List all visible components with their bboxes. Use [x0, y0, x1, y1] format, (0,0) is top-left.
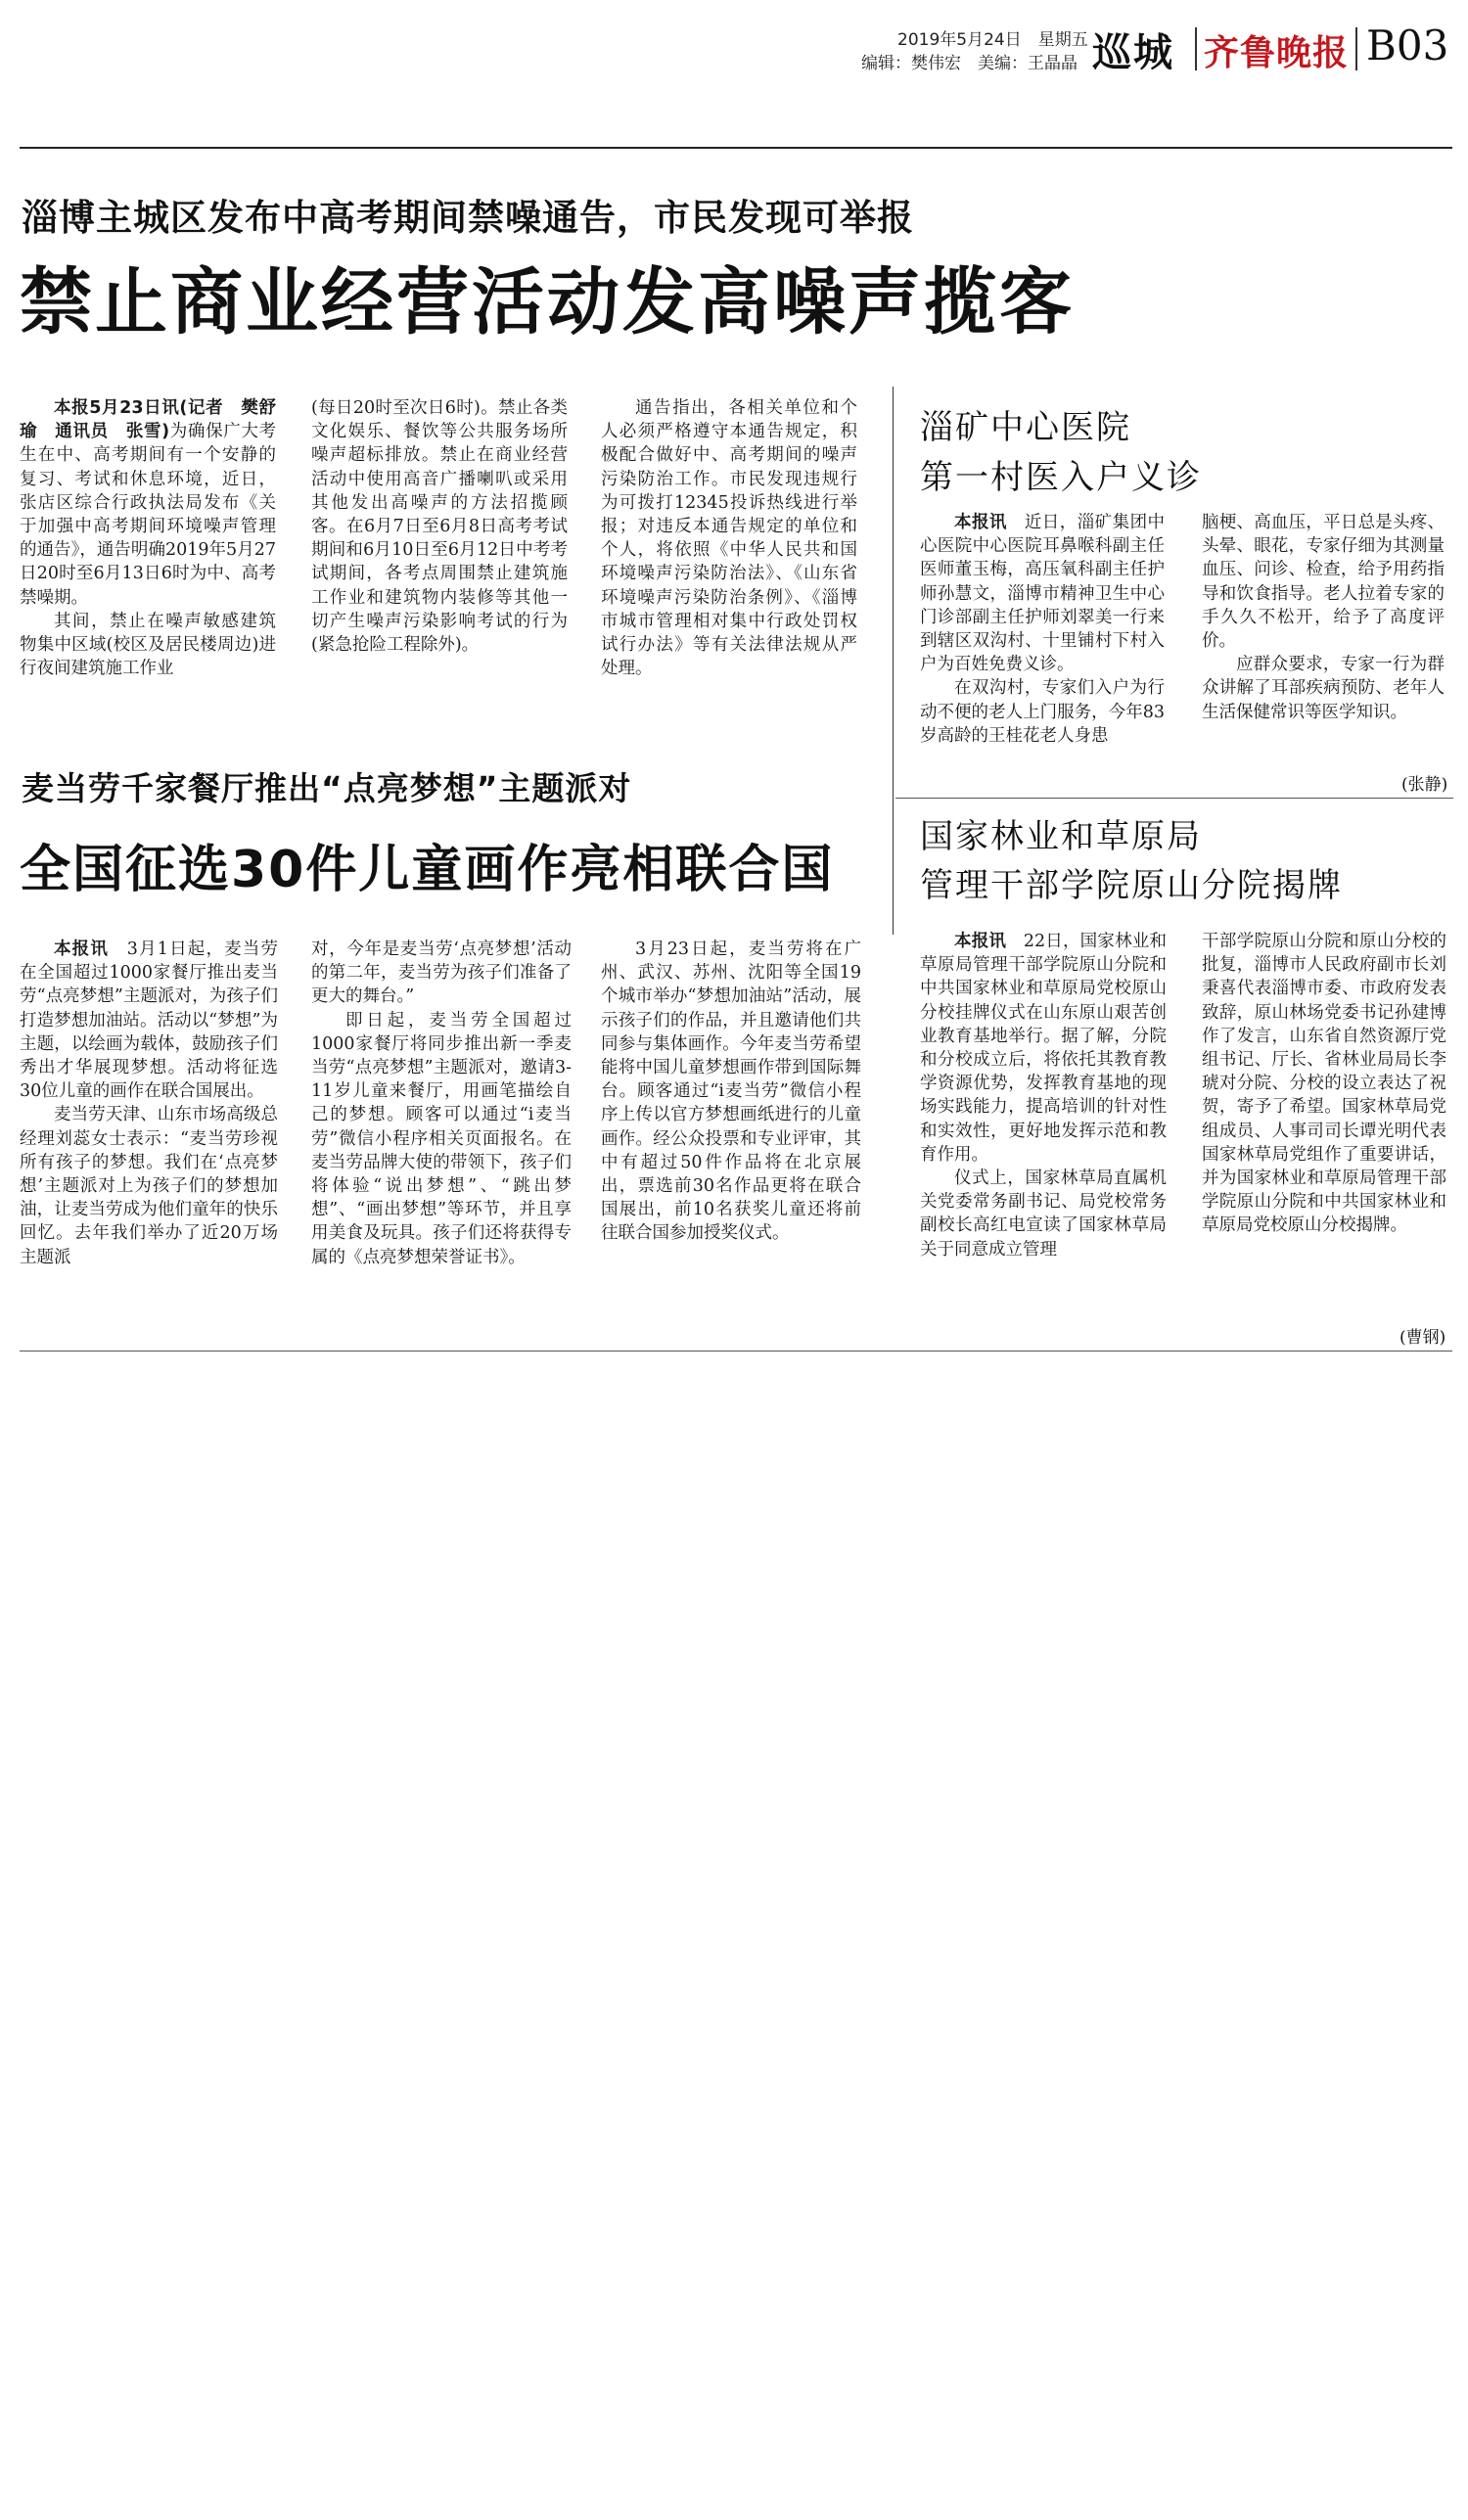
story4-headline-line2: 管理干部学院原山分院揭牌: [920, 866, 1343, 905]
story3-paragraph: 麦当劳天津、山东市场高级总经理刘蕊女士表示：“麦当劳珍视所有孩子的梦想。我们在‘点亮梦想’主题派对上为孩子们的梦想加油，让麦当劳成为他们童年的快乐回忆。去年我们举办了近20万场主题派: [20, 1105, 278, 1267]
story1-column-3: [601, 396, 857, 717]
story1-paragraph: 通告指出，各相关单位和个人必须严格遵守本通告规定，积极配合做好中、高考期间的噪声污染防治工作。市民发现违规行为可拨打12345投诉热线进行举报；对违反本通告规定的单位和个人，将依照《中华人民共和国环境噪声污染防治法》、《山东省环境噪声污染防治条例》、《淄博市城市管理相对集中行政处罚权试行办法》等有关法律法规从严处理。: [601, 398, 857, 679]
story3-headline: 全国征选30件儿童画作亮相联合国: [20, 841, 835, 899]
story3-paragraph: 3月23日起，麦当劳将在广州、武汉、苏州、沈阳等全国19个城市举办“梦想加油站”活动，展示孩子们的作品，并且邀请他们共同参与集体画作。今年麦当劳希望能将中国儿童梦想画作带到国际舞台。顾客通过“i麦当劳”微信小程序上传以官方梦想画纸进行的儿童画作。经公众投票和专业评审，其中有超过50件作品将在北京展出，票选前30名作品更将在联合国展出，前10名获奖儿童还将前往联合国参加授奖仪式。: [601, 939, 861, 1244]
story3-lead: 本报讯: [54, 939, 110, 959]
issue-date: 2019年5月24日 星期五: [897, 30, 1088, 50]
masthead-rule: [20, 147, 1452, 149]
story1-headline: 禁止商业经营活动发高噪声揽客: [20, 260, 1075, 344]
story2-headline-line1: 淄矿中心医院: [920, 408, 1131, 447]
masthead-divider: [1355, 27, 1357, 70]
story1-lead: 本报5月23日讯(记者 樊舒瑜 通讯员 张雪): [20, 398, 276, 442]
column-divider: [893, 387, 894, 935]
story4-signature: (曹钢): [1399, 1328, 1446, 1348]
story1-kicker: 淄博主城区发布中高考期间禁噪通告，市民发现可举报: [22, 197, 914, 239]
story1-paragraph: 其间，禁止在噪声敏感建筑物集中区域(校区及居民楼周边)进行夜间建筑施工作业: [20, 611, 276, 679]
page-number: B03: [1366, 22, 1449, 69]
editor-credits: 编辑：樊伟宏 美编：王晶晶: [861, 54, 1078, 73]
story2-column-1: [920, 511, 1165, 795]
story3-paragraph: 即日起，麦当劳全国超过1000家餐厅将同步推出新一季麦当劳“点亮梦想”主题派对，邀请3-11岁儿童来餐厅，用画笔描绘自己的梦想。顾客可以通过“i麦当劳”微信小程序相关页面报名。在麦当劳品牌大使的带领下，孩子们将体验“说出梦想”、“跳出梦想”、“画出梦想”等环节，并且享用美食及玩具。孩子们还将获得专属的《点亮梦想荣誉证书》。: [311, 1010, 572, 1267]
story4-text: 22日，国家林业和草原局管理干部学院原山分院和中共国家林业和草原局党校原山分校挂牌仪式在山东原山艰苦创业教育基地举行。据了解，分院和分校成立后，将依托其教育教学资源优势，发挥教育基地的现场实践能力，提高培训的针对性和实效性，更好地发挥示范和教育作用。: [920, 932, 1167, 1165]
story3-text: 3月1日起，麦当劳在全国超过1000家餐厅推出麦当劳“点亮梦想”主题派对，为孩子们打造梦想加油站。活动以“梦想”为主题，以绘画为载体，鼓励孩子们秀出才华展现梦想。活动将征选30位儿童的画作在联合国展出。: [20, 939, 278, 1102]
section-name: 巡城: [1092, 30, 1174, 75]
story4-column-2: [1202, 930, 1446, 1321]
story1-column-2: [311, 396, 568, 717]
section-rule: [895, 798, 1453, 799]
newspaper-logo: 齐鲁晚报: [1204, 32, 1350, 73]
story3-paragraph: 对，今年是麦当劳‘点亮梦想’活动的第二年，麦当劳为孩子们准备了更大的舞台。”: [311, 939, 572, 1007]
masthead-divider: [1195, 27, 1197, 70]
story3-column-3: [601, 938, 861, 1329]
story1-paragraph: (每日20时至次日6时)。禁止各类文化娱乐、餐饮等公共服务场所噪声超标排放。禁止在商业经营活动中使用高音广播喇叭或采用其他发出高噪声的方法招揽顾客。在6月7日至6月8日高考考试期间和6月10日至6月12日中考考试期间，各考点周围禁止建筑施工作业和建筑物内装修等其他一切产生噪声污染影响考试的行为(紧急抢险工程除外)。: [311, 398, 568, 656]
story2-signature: (张静): [1401, 775, 1448, 795]
story2-text: 近日，淄矿集团中心医院中心医院耳鼻喉科副主任医师董玉梅，高压氧科副主任护师孙慧文，淄博市精神卫生中心门诊部副主任护师刘翠美一行来到辖区双沟村、十里铺村下村入户为百姓免费义诊。: [920, 513, 1165, 675]
story3-kicker: 麦当劳千家餐厅推出“点亮梦想”主题派对: [22, 769, 632, 807]
story4-lead: 本报讯: [954, 932, 1007, 951]
story4-paragraph: 仪式上，国家林草局直属机关党委常务副书记、局党校常务副校长高红电宣读了国家林草局关于同意成立管理: [920, 1168, 1167, 1260]
story2-paragraph: 应群众要求，专家一行为群众讲解了耳部疾病预防、老年人生活保健常识等医学知识。: [1202, 655, 1445, 722]
story2-paragraph: 在双沟村，专家们入户为行动不便的老人上门服务，今年83岁高龄的王桂花老人身患: [920, 678, 1165, 746]
story3-column-2: [311, 938, 572, 1329]
story1-column-1: [20, 396, 276, 717]
story2-column-2: [1202, 511, 1445, 767]
story1-text: 为确保广大考生在中、高考期间有一个安静的复习、考试和休息环境，近日，张店区综合行政执法局发布《关于加强中高考期间环境噪声管理的通告》，通告明确2019年5月27日20时至6月13日6时为中、高考禁噪期。: [20, 422, 276, 608]
story3-column-1: [20, 938, 278, 1329]
story2-paragraph: 脑梗、高血压，平日总是头疼、头晕、眼花，专家仔细为其测量血压、问诊、检查，给予用药指导和饮食指导。老人拉着专家的手久久不松开，给予了高度评价。: [1202, 513, 1445, 652]
story2-headline-line2: 第一村医入户义诊: [920, 458, 1202, 497]
story4-paragraph: 干部学院原山分院和原山分校的批复，淄博市人民政府副市长刘秉喜代表淄博市委、市政府发表致辞，原山林场党委书记孙建博作了发言，山东省自然资源厅党组书记、厅长、省林业局局长李琥对分院、分校的设立表达了祝贺，寄予了希望。国家林草局党组成员、人事司司长谭光明代表国家林草局党组作了重要讲话，并为国家林业和草原局管理干部学院原山分院和中共国家林业和草原局党校原山分校揭牌。: [1202, 932, 1446, 1236]
story4-headline-line1: 国家林业和草原局: [920, 817, 1202, 856]
bottom-rule: [20, 1351, 1452, 1352]
story2-lead: 本报讯: [954, 513, 1007, 532]
story4-column-1: [920, 930, 1167, 1341]
